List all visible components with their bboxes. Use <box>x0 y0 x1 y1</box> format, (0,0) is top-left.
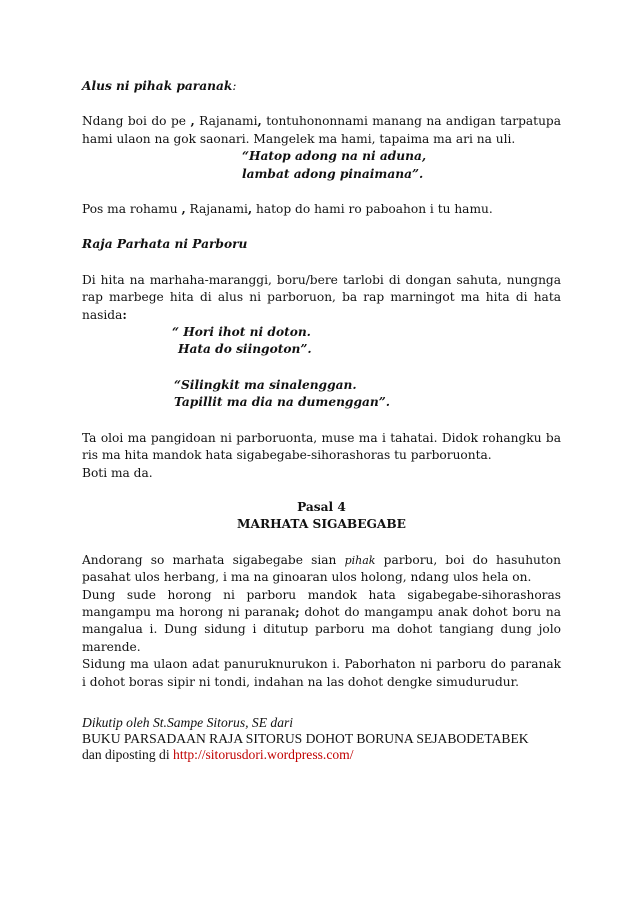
paragraph-raja-1 <box>82 272 561 324</box>
text-run: Di hita na marhaha-maranggi, boru/bere tarlobi di dongan sahuta, nungnga rap marbege hita di alus ni parboruon, ba rap marningot ma hita di hata nasida <box>82 272 561 322</box>
text-run: Dung sude horong ni parboru mandok hata sigabegabe-sihorashoras mangampu ma horong ni paranak <box>82 587 561 619</box>
verse-line: “Hatop adong na ni aduna, <box>242 149 427 164</box>
credit-book-title: BUKU PARSADAAN RAJA SITORUS DOHOT BORUNA SEJABODETABEK <box>82 730 529 746</box>
verse-line: lambat adong pinaimana”. <box>242 166 424 181</box>
spacer <box>82 534 561 552</box>
blog-link[interactable]: http://sitorusdori.wordpress.com/ <box>173 746 354 762</box>
text-run: , <box>190 114 195 129</box>
section-heading-alus <box>82 78 561 95</box>
text-run: parboru, boi do hasuhuton pasahat ulos herbang, i ma na ginoaran ulos holong, ndang ulos hela on. <box>82 552 561 585</box>
paragraph-raja-2: Ta oloi ma pangidoan ni parboruonta, muse ma i tahatai. Didok rohangku ba ris ma hita mandok hata sigabegabe-sihorashoras tu parboruonta. <box>82 430 561 463</box>
section-heading-raja-parhata: Raja Parhata ni Parboru <box>82 237 248 252</box>
text-run: Andorang so marhata sigabegabe sian <box>82 552 345 567</box>
spacer <box>82 254 561 272</box>
text-run: dohot do mangampu anak dohot boru na mangalua i. Dung sidung i ditutup parboru ma dohot tangiang dung jolo marende. <box>82 604 561 654</box>
text-run: Pos ma rohamu <box>82 202 182 217</box>
text-run: : <box>122 307 127 322</box>
text-run: pihak <box>344 553 376 567</box>
spacer <box>82 95 561 113</box>
pasal-title: MARHATA SIGABEGABE <box>237 517 406 532</box>
text-run: tontuhononnami manang na andigan tarpatupa hami ulaon na gok saonari. Mangelek ma hami, tapaima ma ari na uli. <box>82 114 561 146</box>
credit-author: Dikutip oleh St.Sampe Sitorus, SE dari <box>82 714 294 730</box>
spacer <box>82 359 561 377</box>
text-run: , <box>257 114 262 129</box>
document-body <box>82 78 561 763</box>
text-run: , <box>181 202 186 217</box>
text-run: hatop do hami ro paboahon i tu hamu. <box>252 202 493 217</box>
pasal-number: Pasal 4 <box>297 499 346 514</box>
verse-line: Hata do siingoton”. <box>178 342 312 357</box>
verse-line: “ Hori ihot ni doton. <box>172 325 311 340</box>
text-run: Rajanami <box>194 114 258 129</box>
paragraph-pasal-2 <box>82 587 561 657</box>
text-run: Rajanami <box>185 202 248 217</box>
heading-text: Alus ni pihak paranak <box>82 79 233 93</box>
spacer <box>82 412 561 430</box>
heading-colon: : <box>232 79 237 93</box>
spacer <box>82 183 561 201</box>
credit-posted <box>82 747 561 763</box>
paragraph-alus-1 <box>82 113 561 148</box>
text-run: Ndang boi do pe <box>82 114 191 129</box>
spacer <box>82 482 561 499</box>
text-run: ; <box>295 604 300 619</box>
paragraph-alus-2 <box>82 201 561 218</box>
paragraph-pasal-3: Sidung ma ulaon adat panuruknurukon i. Paborhaton ni parboru do paranak i dohot boras sipir ni tondi, indahan na las dohot dengke simudurudur. <box>82 657 561 689</box>
paragraph-pasal-1 <box>82 552 561 587</box>
text-run: , <box>247 202 253 217</box>
verse-line: Tapillit ma dia na dumenggan”. <box>174 395 390 410</box>
spacer <box>82 218 561 236</box>
spacer <box>82 691 561 715</box>
text-run: dan diposting di <box>82 746 174 762</box>
paragraph-raja-3: Boti ma da. <box>82 465 153 480</box>
verse-line: “Silingkit ma sinalenggan. <box>174 377 357 392</box>
